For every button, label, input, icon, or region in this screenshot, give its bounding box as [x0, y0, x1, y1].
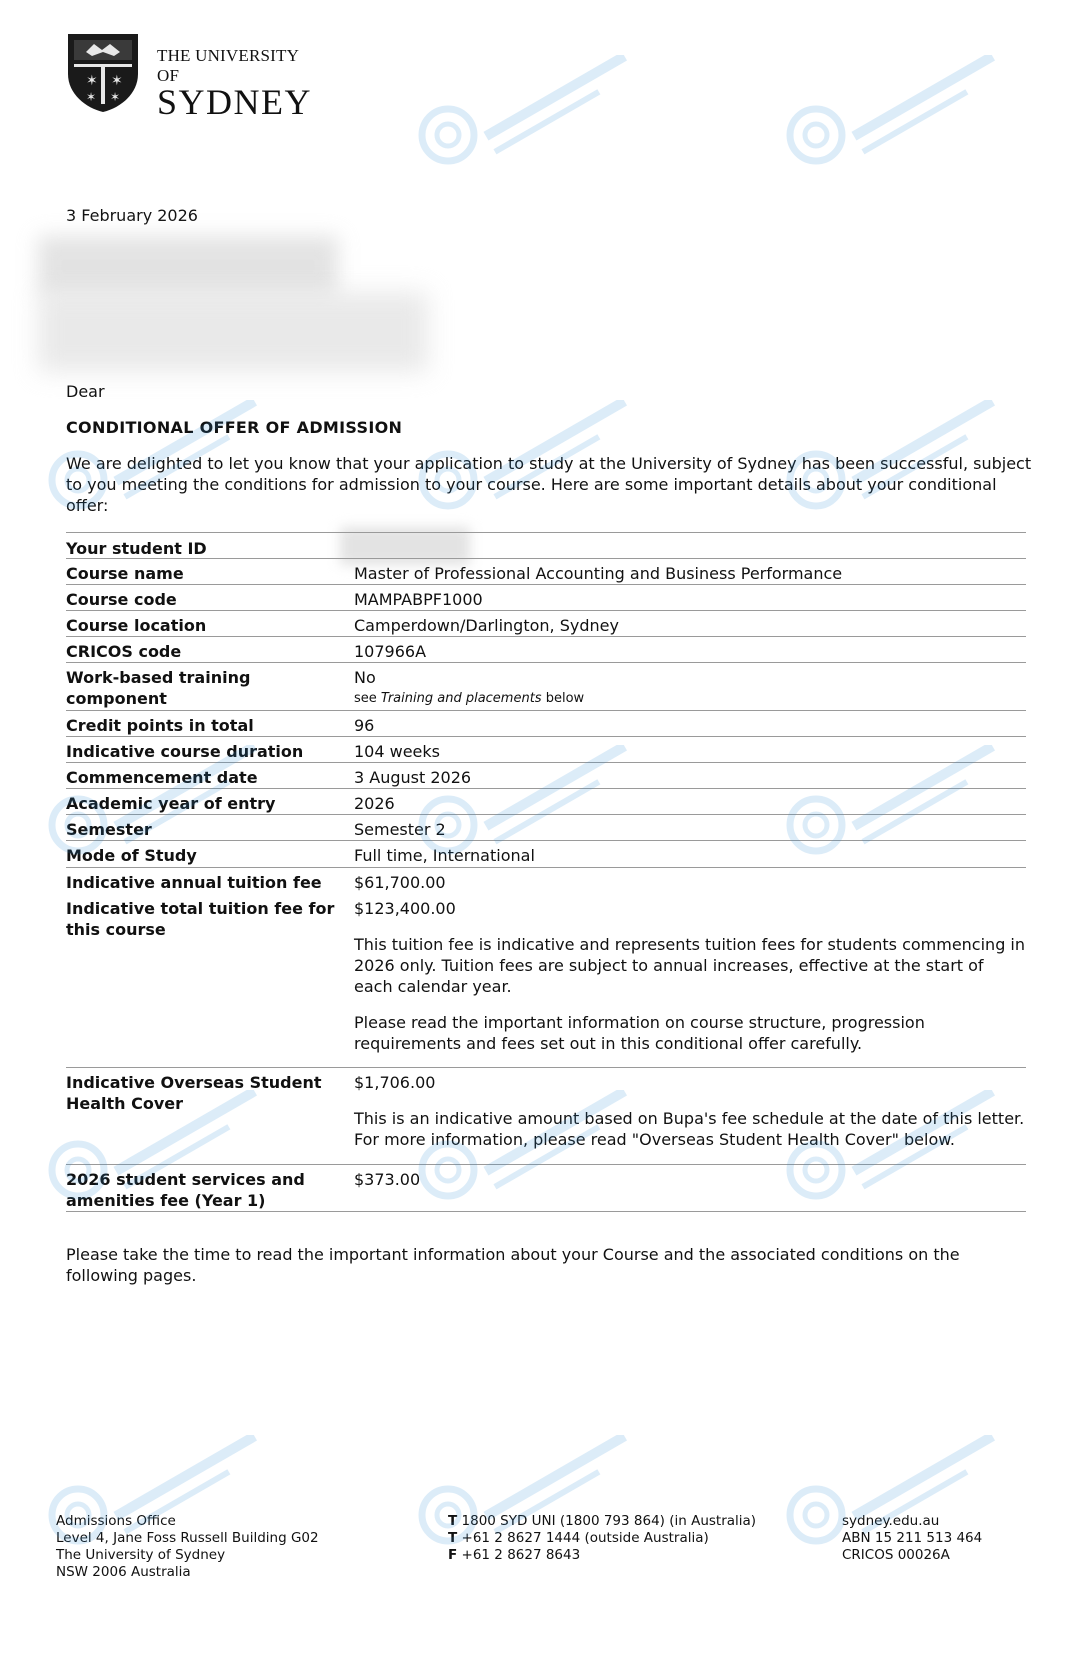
phone-key: T	[448, 1530, 458, 1546]
row-value: 107966A	[354, 642, 427, 661]
table-row	[66, 763, 1026, 789]
redacted-address-2	[38, 292, 428, 372]
phone-key: T	[448, 1513, 458, 1529]
table-row	[66, 815, 1026, 841]
row-label: Course name	[66, 564, 184, 583]
row-label: Credit points in total	[66, 716, 254, 735]
row-label: Indicative annual tuition fee	[66, 873, 322, 892]
row-note: Please read the important information on course structure, progression requirements and fees set out in this conditional offer carefully.	[354, 1013, 925, 1053]
intro-paragraph: We are delighted to let you know that your application to study at the University of Sydney has been successful, subject to you meeting the conditions for admission to your course. Here are some important details about your conditional offer:	[66, 454, 1032, 515]
row-label: Your student ID	[66, 539, 207, 558]
row-note: see Training and placements below	[354, 691, 585, 706]
table-row	[66, 611, 1026, 637]
row-value: $373.00	[354, 1170, 421, 1189]
row-value: $61,700.00	[354, 873, 446, 892]
row-value: Full time, International	[354, 846, 535, 865]
row-value: Semester 2	[354, 820, 446, 839]
row-value: MAMPABPF1000	[354, 590, 483, 609]
fax-key: F	[448, 1547, 458, 1563]
row-value: Camperdown/Darlington, Sydney	[354, 616, 619, 635]
row-label: CRICOS code	[66, 642, 182, 661]
row-value: $123,400.00	[354, 899, 456, 918]
row-label: Course location	[66, 616, 207, 635]
cricos-provider: CRICOS 00026A	[842, 1547, 950, 1563]
abn: ABN 15 211 513 464	[842, 1530, 983, 1546]
svg-text:✶: ✶	[86, 73, 98, 89]
row-value: No	[354, 668, 376, 687]
crest-icon	[64, 30, 142, 114]
offer-details-table	[66, 532, 1026, 1212]
row-value: 96	[354, 716, 375, 735]
table-row	[66, 637, 1026, 663]
closing-paragraph: Please take the time to read the important information about your Course and the associated conditions on the following pages.	[66, 1245, 960, 1285]
row-value: $1,706.00	[354, 1073, 436, 1092]
row-label: Indicative course duration	[66, 742, 304, 761]
row-value: 3 August 2026	[354, 768, 472, 787]
svg-text:✶: ✶	[86, 90, 97, 104]
table-row	[66, 1068, 1026, 1165]
phone-number: 1800 SYD UNI (1800 793 864) (in Australia)	[461, 1513, 757, 1529]
table-row	[66, 841, 1026, 868]
table-row	[66, 737, 1026, 763]
footer-line: The University of Sydney	[56, 1547, 226, 1563]
table-row	[66, 533, 1026, 559]
row-label: Work-based training component	[66, 668, 251, 708]
table-row	[66, 1165, 1026, 1212]
table-row	[66, 711, 1026, 737]
row-value: 2026	[354, 794, 395, 813]
website: sydney.edu.au	[842, 1513, 940, 1529]
row-label: Academic year of entry	[66, 794, 276, 813]
logo-line-1: THE UNIVERSITY OF	[157, 46, 299, 85]
row-label: Mode of Study	[66, 846, 197, 865]
fax-number: +61 2 8627 8643	[461, 1547, 581, 1563]
footer-phones	[448, 1513, 756, 1564]
svg-text:✶: ✶	[110, 90, 121, 104]
row-note: This is an indicative amount based on Bupa's fee schedule at the date of this letter. For more information, please read "Overseas Student Health Cover" below.	[354, 1109, 1025, 1149]
row-value: Master of Professional Accounting and Business Performance	[354, 564, 843, 583]
footer-line: Level 4, Jane Foss Russell Building G02	[56, 1530, 319, 1546]
table-row	[66, 789, 1026, 815]
phone-number: +61 2 8627 1444 (outside Australia)	[461, 1530, 709, 1546]
row-label: Commencement date	[66, 768, 258, 787]
row-value: 104 weeks	[354, 742, 440, 761]
row-note: This tuition fee is indicative and represents tuition fees for students commencing in 2026 only. Tuition fees are subject to annual increases, effective at the start of each calendar year.	[354, 935, 1026, 996]
watermark-icon	[418, 55, 648, 165]
row-label: Course code	[66, 590, 177, 609]
university-logo	[64, 30, 314, 122]
letter-date: 3 February 2026	[66, 206, 198, 225]
footer-web	[842, 1513, 982, 1564]
footer-line: Admissions Office	[56, 1513, 176, 1529]
svg-text:✶: ✶	[111, 73, 123, 89]
table-row	[66, 868, 1026, 1068]
row-value	[354, 538, 1026, 558]
logo-line-2: SYDNEY	[157, 82, 313, 122]
footer-address	[56, 1513, 319, 1581]
table-row	[66, 663, 1026, 711]
row-label: Indicative total tuition fee for this course	[66, 899, 335, 939]
row-label: Indicative Overseas Student Health Cover	[66, 1073, 322, 1113]
row-label: Semester	[66, 820, 152, 839]
table-row	[66, 559, 1026, 585]
row-label: 2026 student services and amenities fee (Year 1)	[66, 1170, 305, 1210]
footer-line: NSW 2006 Australia	[56, 1564, 191, 1580]
salutation: Dear	[66, 382, 105, 401]
offer-heading: CONDITIONAL OFFER OF ADMISSION	[66, 418, 403, 437]
table-row	[66, 585, 1026, 611]
watermark-icon	[786, 55, 1016, 165]
redacted-address	[38, 236, 338, 296]
